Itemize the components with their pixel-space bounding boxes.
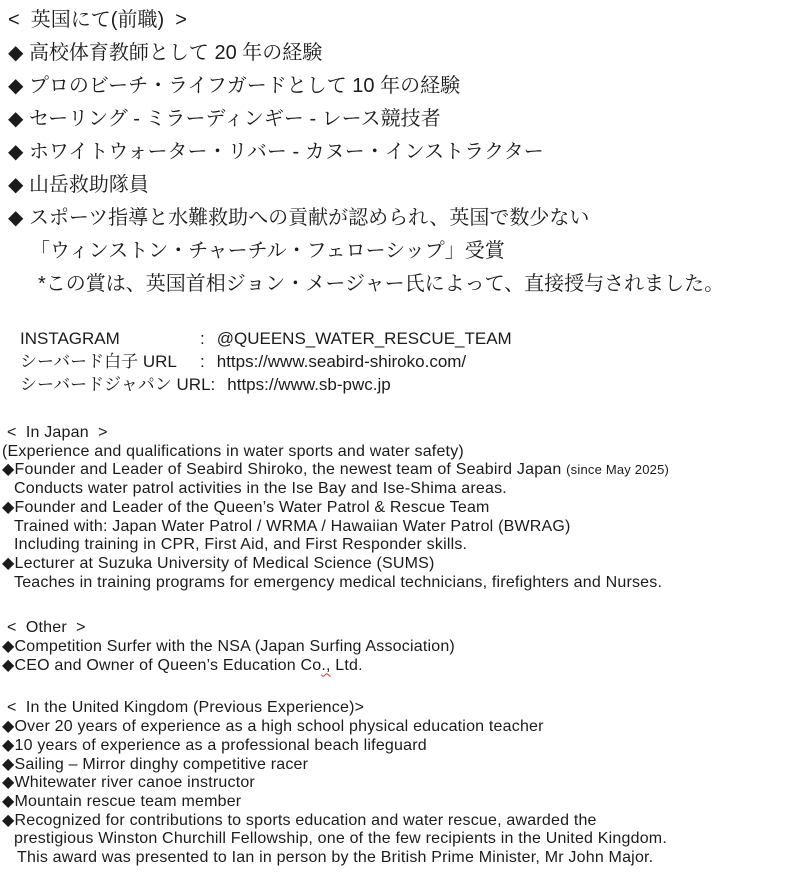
link-colon: : bbox=[210, 375, 216, 394]
en-bullet-item: ◆Mountain rescue team member bbox=[2, 792, 242, 810]
en-bullet-item: ◆Lecturer at Suzuka University of Medical Science (SUMS) bbox=[2, 554, 435, 572]
en-bullet-item bbox=[2, 657, 804, 676]
en-bullet-item: ◆Whitewater river canoe instructor bbox=[2, 774, 255, 792]
en-bullet-item: ◆Founder and Leader of the Queen’s Water Patrol & Rescue Team bbox=[2, 498, 490, 516]
continuation-line: Conducts water patrol activities in the Ise Bay and Ise-Shima areas. bbox=[14, 480, 507, 498]
section-heading-jp: < 英国にて(前職) > bbox=[8, 9, 187, 31]
en-bullet-item: ◆Competition Surfer with the NSA (Japan Surfing Association) bbox=[2, 638, 455, 656]
section-heading-other: < Other > bbox=[7, 619, 86, 637]
jp-bullet-item: ◆ ホワイトウォーター・リバー - カヌー・インストラクター bbox=[8, 141, 544, 163]
spellcheck-squiggle: ., bbox=[321, 656, 331, 674]
link-row-seabird-shiroko bbox=[20, 350, 804, 373]
link-colon: : bbox=[200, 352, 205, 371]
section-heading-uk: < In the United Kingdom (Previous Experience)> bbox=[7, 699, 365, 717]
link-row-instagram bbox=[20, 327, 804, 350]
link-label: INSTAGRAM bbox=[20, 329, 120, 348]
jp-bullet-item: ◆ スポーツ指導と水難救助への貢献が認められ、英国で数少ない bbox=[8, 207, 590, 229]
jp-bullet-item: ◆ 高校体育教師として 20 年の経験 bbox=[8, 42, 323, 64]
jp-bullet-item: ◆ セーリング - ミラーディンギー - レース競技者 bbox=[8, 108, 441, 130]
continuation-line: This award was presented to Ian in person by the British Prime Minister, Mr John Major. bbox=[17, 849, 654, 867]
award-note-line: *この賞は、英国首相ジョン・メージャー氏によって、直接授与されました。 bbox=[38, 273, 725, 295]
ceo-line-text: Ltd. bbox=[330, 656, 363, 674]
link-label: シーバードジャパン URL bbox=[20, 375, 211, 394]
since-date-note: (since May 2025) bbox=[566, 462, 670, 478]
en-bullet-item bbox=[2, 461, 804, 480]
en-bullet-item: ◆Over 20 years of experience as a high school physical education teacher bbox=[2, 718, 544, 736]
continuation-line: Teaches in training programs for emergency medical technicians, firefighters and Nurses. bbox=[14, 573, 663, 591]
links-block bbox=[0, 327, 804, 396]
link-label: シーバード白子 URL bbox=[20, 352, 177, 371]
seabird-japan-url: https://www.sb-pwc.jp bbox=[227, 375, 391, 394]
seabird-shiroko-url: https://www.seabird-shiroko.com/ bbox=[216, 352, 467, 371]
jp-bullet-item: ◆ プロのビーチ・ライフガードとして 10 年の経験 bbox=[8, 75, 461, 97]
continuation-line: Trained with: Japan Water Patrol / WRMA / Hawaiian Water Patrol (BWRAG) bbox=[14, 517, 571, 535]
section-other bbox=[0, 619, 804, 675]
en-bullet-item: ◆Recognized for contributions to sports education and water rescue, awarded the bbox=[2, 811, 597, 829]
link-colon: : bbox=[200, 329, 205, 348]
section-subheading: (Experience and qualifications in water sports and water safety) bbox=[2, 442, 464, 460]
section-uk-japanese bbox=[0, 4, 804, 301]
instagram-handle: @QUEENS_WATER_RESCUE_TEAM bbox=[216, 329, 512, 348]
founder-seabird-text: ◆Founder and Leader of Seabird Shiroko, the newest team of Seabird Japan bbox=[2, 461, 567, 479]
award-title-line: 「ウィンストン・チャーチル・フェローシップ」受賞 bbox=[30, 240, 505, 262]
continuation-line: Including training in CPR, First Aid, and First Responder skills. bbox=[14, 536, 468, 554]
jp-bullet-item: ◆ 山岳救助隊員 bbox=[8, 174, 149, 196]
ceo-line-text: ◆CEO and Owner of Queen’s Education Co bbox=[2, 656, 322, 674]
section-heading-in-japan: < In Japan > bbox=[7, 424, 108, 441]
link-row-seabird-japan bbox=[20, 373, 804, 396]
en-bullet-item: ◆Sailing – Mirror dinghy competitive racer bbox=[2, 755, 309, 773]
continuation-line: prestigious Winston Churchill Fellowship, one of the few recipients in the United Kingdom. bbox=[14, 830, 667, 848]
en-bullet-item: ◆10 years of experience as a professional beach lifeguard bbox=[2, 736, 427, 754]
section-in-japan bbox=[0, 424, 804, 592]
section-uk-english bbox=[0, 699, 804, 867]
